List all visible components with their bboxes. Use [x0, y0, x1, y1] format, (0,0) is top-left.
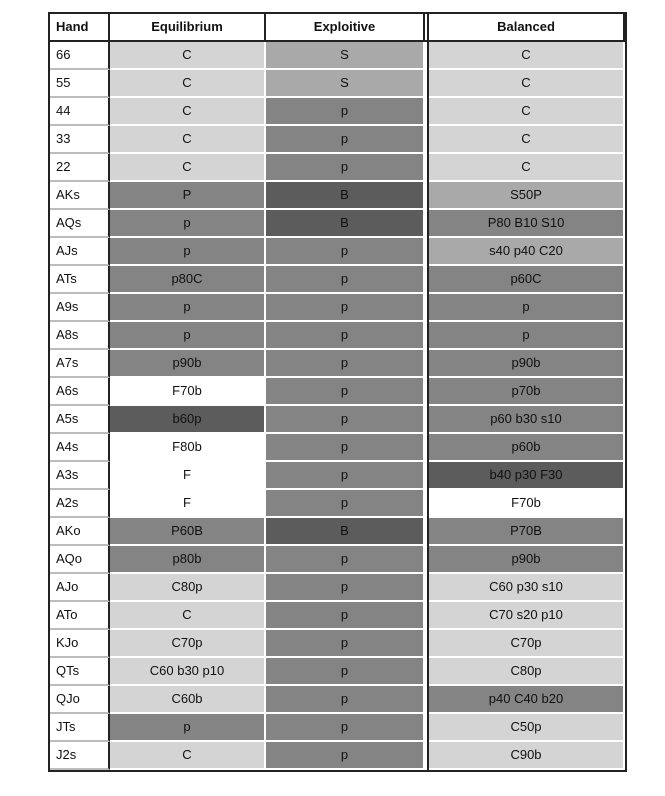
equilibrium-cell: C80p: [110, 574, 266, 602]
hand-cell: 22: [50, 154, 110, 182]
equilibrium-cell: p80b: [110, 546, 266, 574]
table-row: [50, 546, 625, 574]
exploitive-cell: p: [266, 266, 425, 294]
hand-cell: AJo: [50, 574, 110, 602]
balanced-cell: p40 C40 b20: [429, 686, 625, 714]
table-row: [50, 210, 625, 238]
table-row: [50, 658, 625, 686]
equilibrium-cell: b60p: [110, 406, 266, 434]
exploitive-cell: p: [266, 350, 425, 378]
hand-column-header: Hand: [50, 14, 110, 42]
balanced-cell: P70B: [429, 518, 625, 546]
equilibrium-cell: C: [110, 98, 266, 126]
hand-cell: 33: [50, 126, 110, 154]
balanced-cell: C80p: [429, 658, 625, 686]
exploitive-column-header: Exploitive: [266, 14, 425, 42]
exploitive-cell: p: [266, 154, 425, 182]
hand-cell: AKs: [50, 182, 110, 210]
balanced-cell: C70p: [429, 630, 625, 658]
strategy-table: [50, 14, 625, 770]
exploitive-cell: p: [266, 294, 425, 322]
balanced-cell: s40 p40 C20: [429, 238, 625, 266]
table-row: [50, 98, 625, 126]
balanced-cell: p90b: [429, 546, 625, 574]
table-row: [50, 154, 625, 182]
table-row: [50, 322, 625, 350]
equilibrium-cell: C: [110, 602, 266, 630]
table-row: [50, 714, 625, 742]
balanced-cell: P80 B10 S10: [429, 210, 625, 238]
equilibrium-cell: C: [110, 742, 266, 770]
hand-cell: KJo: [50, 630, 110, 658]
balanced-cell: p90b: [429, 350, 625, 378]
equilibrium-cell: p: [110, 322, 266, 350]
table-row: [50, 126, 625, 154]
exploitive-cell: p: [266, 742, 425, 770]
equilibrium-cell: p: [110, 238, 266, 266]
table-row: [50, 490, 625, 518]
hand-cell: A8s: [50, 322, 110, 350]
exploitive-cell: p: [266, 490, 425, 518]
hand-cell: A9s: [50, 294, 110, 322]
exploitive-cell: p: [266, 406, 425, 434]
hand-cell: 55: [50, 70, 110, 98]
balanced-cell: C50p: [429, 714, 625, 742]
hand-cell: 66: [50, 42, 110, 70]
equilibrium-cell: p80C: [110, 266, 266, 294]
balanced-cell: C70 s20 p10: [429, 602, 625, 630]
equilibrium-cell: p: [110, 714, 266, 742]
exploitive-cell: p: [266, 658, 425, 686]
equilibrium-column-header: Equilibrium: [110, 14, 266, 42]
exploitive-cell: p: [266, 462, 425, 490]
table-row: [50, 182, 625, 210]
balanced-cell: p60 b30 s10: [429, 406, 625, 434]
table-row: [50, 434, 625, 462]
table-row: [50, 70, 625, 98]
balanced-cell: C: [429, 98, 625, 126]
equilibrium-cell: P: [110, 182, 266, 210]
balanced-cell: C: [429, 42, 625, 70]
exploitive-cell: S: [266, 42, 425, 70]
balanced-cell: C: [429, 70, 625, 98]
balanced-cell: C: [429, 154, 625, 182]
hand-cell: JTs: [50, 714, 110, 742]
table-row: [50, 742, 625, 770]
balanced-cell: S50P: [429, 182, 625, 210]
table-row: [50, 462, 625, 490]
balanced-cell: C: [429, 126, 625, 154]
equilibrium-cell: C: [110, 42, 266, 70]
balanced-cell: p60C: [429, 266, 625, 294]
equilibrium-cell: p: [110, 294, 266, 322]
hand-cell: J2s: [50, 742, 110, 770]
balanced-cell: p: [429, 322, 625, 350]
table-row: [50, 350, 625, 378]
table-row: [50, 406, 625, 434]
equilibrium-cell: P60B: [110, 518, 266, 546]
exploitive-cell: p: [266, 126, 425, 154]
header-row: [50, 14, 625, 42]
exploitive-cell: B: [266, 210, 425, 238]
exploitive-cell: p: [266, 574, 425, 602]
balanced-cell: p60b: [429, 434, 625, 462]
exploitive-cell: B: [266, 182, 425, 210]
table-row: [50, 602, 625, 630]
equilibrium-cell: C: [110, 70, 266, 98]
equilibrium-cell: C60b: [110, 686, 266, 714]
equilibrium-cell: F: [110, 462, 266, 490]
exploitive-cell: p: [266, 238, 425, 266]
balanced-cell: C60 p30 s10: [429, 574, 625, 602]
equilibrium-cell: p: [110, 210, 266, 238]
hand-cell: A4s: [50, 434, 110, 462]
hand-cell: ATo: [50, 602, 110, 630]
exploitive-cell: B: [266, 518, 425, 546]
exploitive-cell: p: [266, 602, 425, 630]
equilibrium-cell: C: [110, 154, 266, 182]
exploitive-cell: S: [266, 70, 425, 98]
hand-cell: AKo: [50, 518, 110, 546]
hand-cell: A3s: [50, 462, 110, 490]
hand-cell: AQo: [50, 546, 110, 574]
exploitive-cell: p: [266, 322, 425, 350]
hand-cell: QTs: [50, 658, 110, 686]
hand-cell: A5s: [50, 406, 110, 434]
balanced-cell: F70b: [429, 490, 625, 518]
balanced-cell: p: [429, 294, 625, 322]
table-row: [50, 294, 625, 322]
hand-cell: A6s: [50, 378, 110, 406]
exploitive-cell: p: [266, 630, 425, 658]
table-row: [50, 686, 625, 714]
table-row: [50, 266, 625, 294]
balanced-column-header: Balanced: [429, 14, 625, 42]
balanced-cell: p70b: [429, 378, 625, 406]
table-row: [50, 574, 625, 602]
table-row: [50, 518, 625, 546]
table-row: [50, 238, 625, 266]
equilibrium-cell: C60 b30 p10: [110, 658, 266, 686]
table-row: [50, 378, 625, 406]
balanced-cell: C90b: [429, 742, 625, 770]
hand-cell: QJo: [50, 686, 110, 714]
table-row: [50, 42, 625, 70]
hand-cell: A7s: [50, 350, 110, 378]
exploitive-cell: p: [266, 378, 425, 406]
balanced-cell: b40 p30 F30: [429, 462, 625, 490]
equilibrium-cell: C70p: [110, 630, 266, 658]
hand-cell: A2s: [50, 490, 110, 518]
exploitive-cell: p: [266, 714, 425, 742]
table-row: [50, 630, 625, 658]
hand-cell: ATs: [50, 266, 110, 294]
equilibrium-cell: C: [110, 126, 266, 154]
hand-cell: AQs: [50, 210, 110, 238]
equilibrium-cell: F: [110, 490, 266, 518]
equilibrium-cell: F70b: [110, 378, 266, 406]
hand-cell: 44: [50, 98, 110, 126]
table-body: [50, 42, 625, 770]
equilibrium-cell: F80b: [110, 434, 266, 462]
exploitive-cell: p: [266, 546, 425, 574]
equilibrium-cell: p90b: [110, 350, 266, 378]
hand-cell: AJs: [50, 238, 110, 266]
exploitive-cell: p: [266, 686, 425, 714]
exploitive-cell: p: [266, 434, 425, 462]
exploitive-cell: p: [266, 98, 425, 126]
